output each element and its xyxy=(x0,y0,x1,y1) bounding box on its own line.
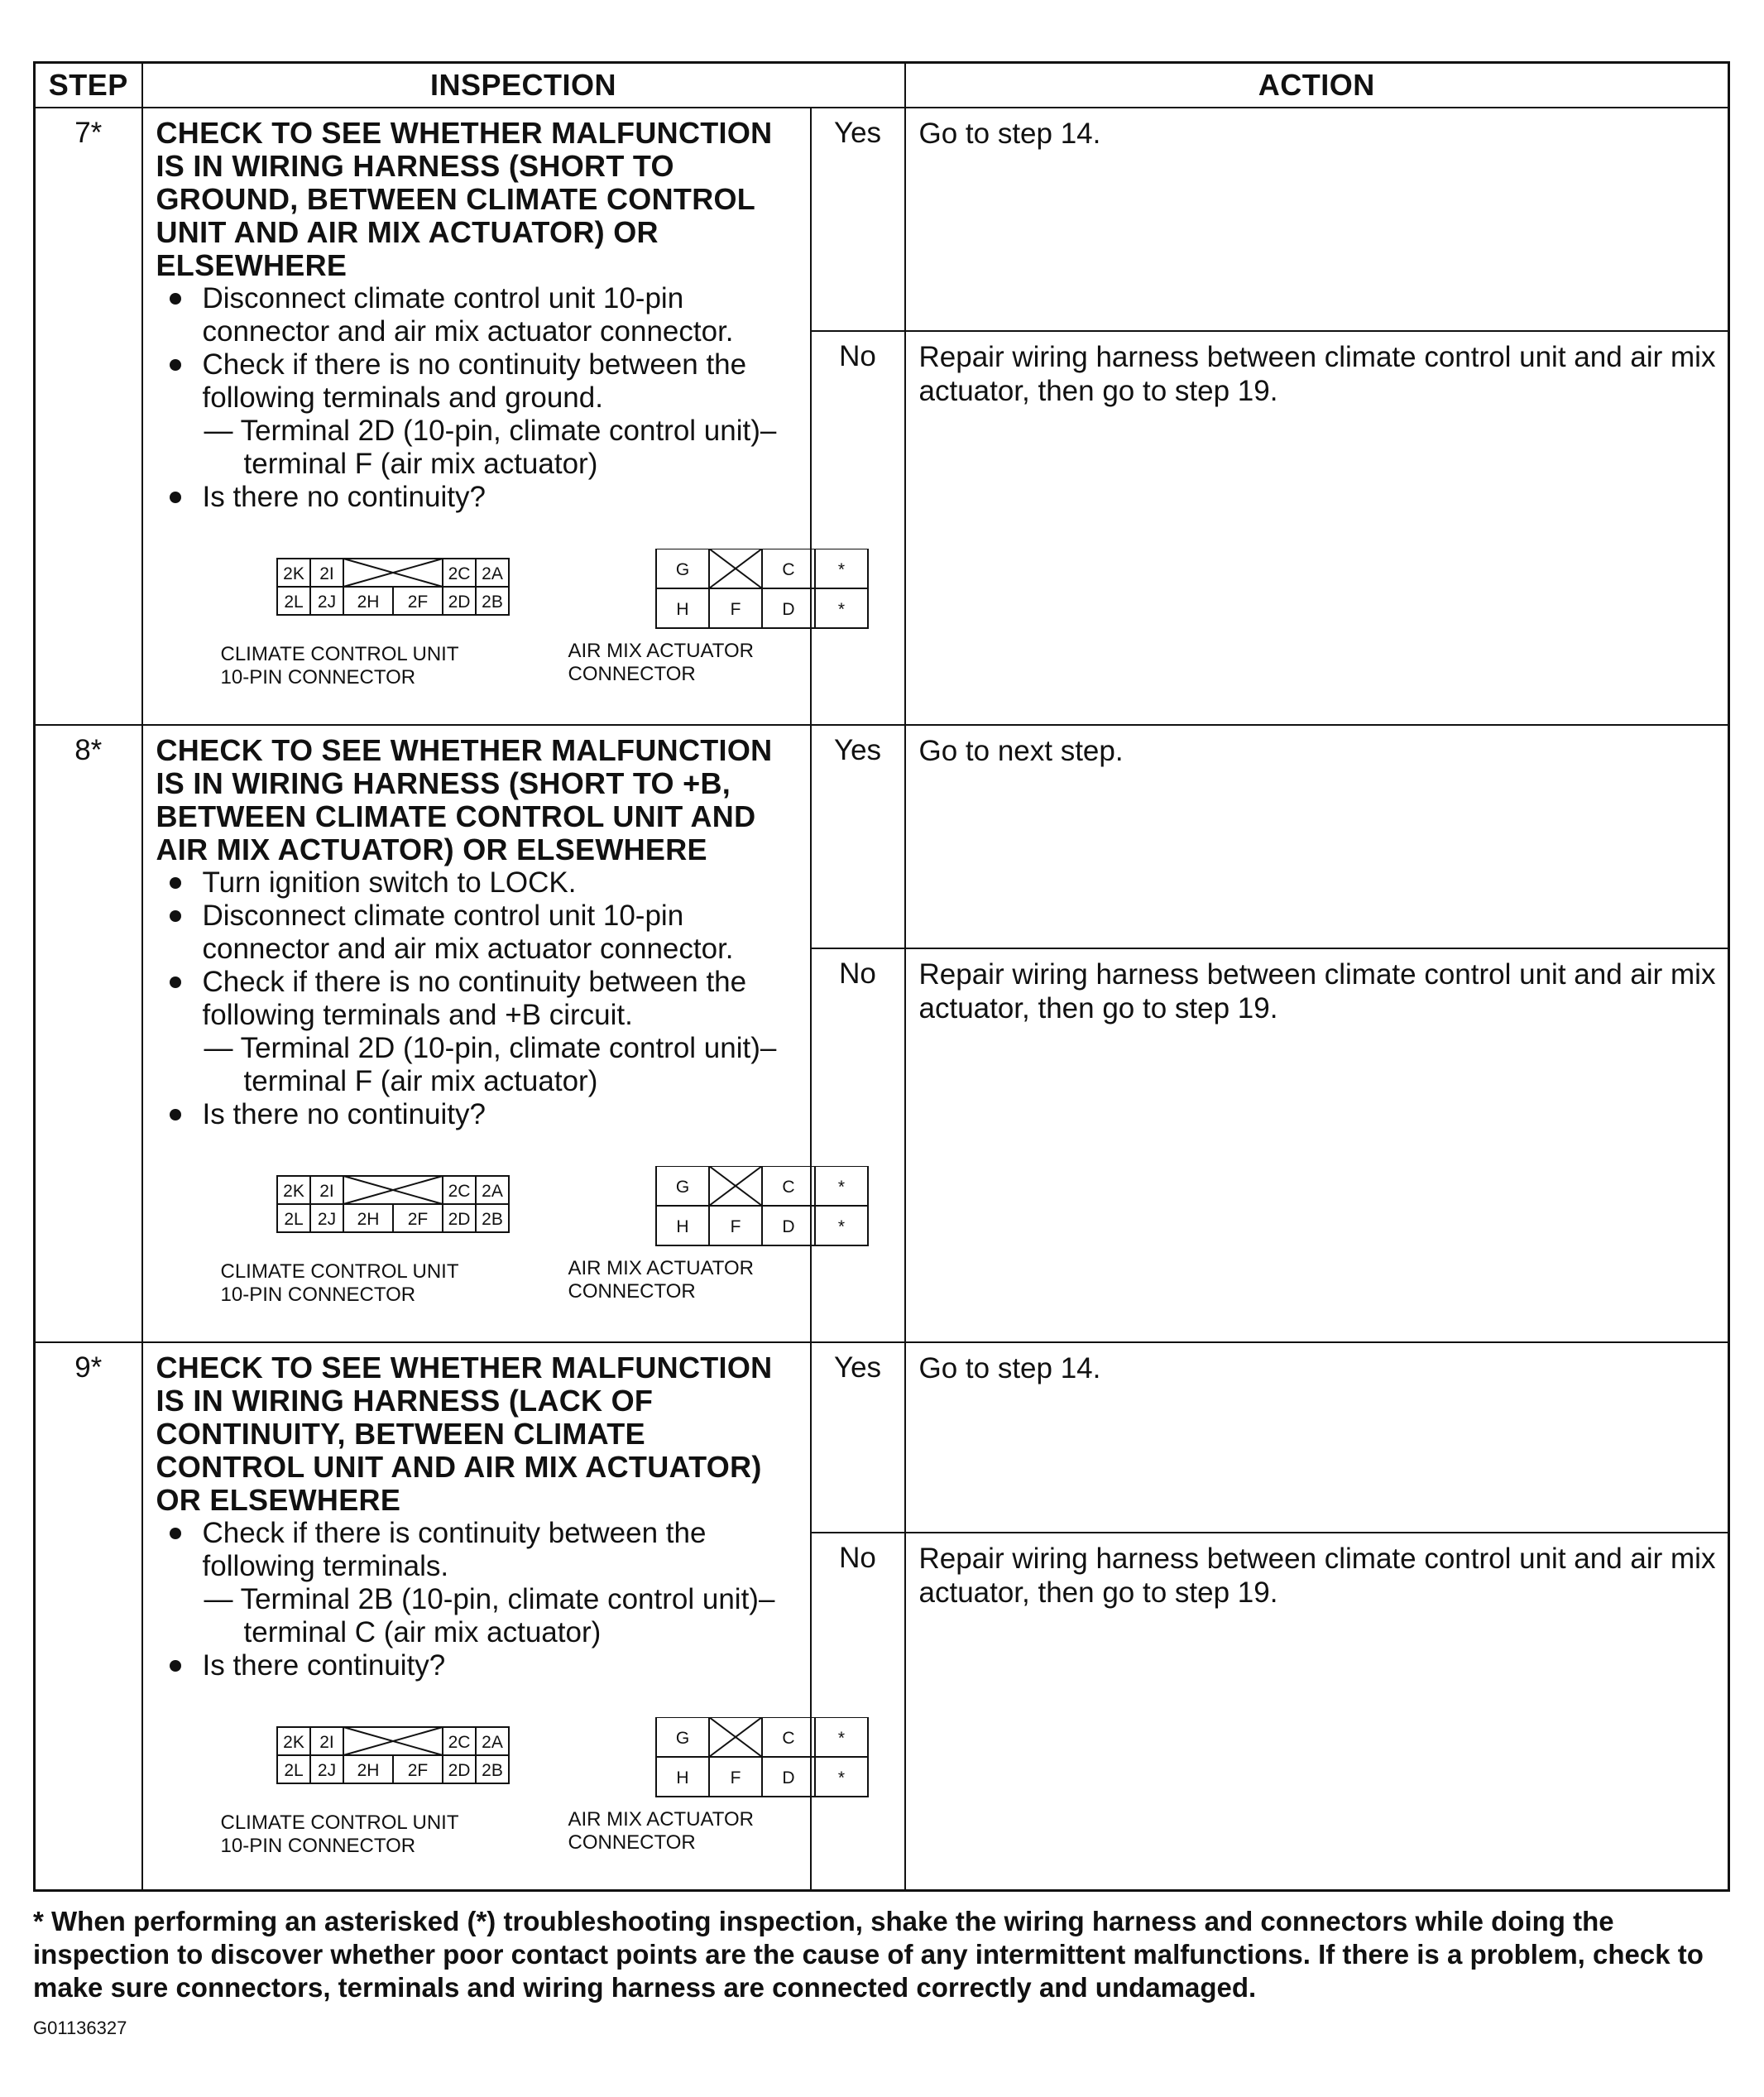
pin-label: 2L xyxy=(283,593,304,612)
pin-label: 2A xyxy=(481,1182,503,1201)
pin-label: 2A xyxy=(481,564,503,583)
pin-label: * xyxy=(837,1178,845,1197)
terminal-note: — Terminal 2D (10-pin, climate control unit)–terminal F (air mix actuator) xyxy=(204,1032,777,1097)
connector-icon xyxy=(193,549,896,640)
pin-label: * xyxy=(837,1217,845,1236)
no-label: No xyxy=(811,948,905,1342)
pin-label: 2H xyxy=(357,1210,379,1229)
pin-label: F xyxy=(730,600,741,619)
yes-label: Yes xyxy=(811,1342,905,1533)
pin-label: D xyxy=(781,1768,795,1787)
header-inspection: INSPECTION xyxy=(142,63,905,108)
pin-label: 2B xyxy=(481,593,503,612)
inspection-title: CHECK TO SEE WHETHER MALFUNCTION IS IN WIRING HARNESS (SHORT TO +B, BETWEEN CLIMATE CONTROL UNIT AND AIR MIX ACTUATOR) OR ELSEWHERE xyxy=(156,733,773,866)
bullet-item: Check if there is continuity between the following terminals. — Terminal 2B (10-pin, climate control unit)–terminal C (air mix actuator) xyxy=(156,1517,800,1649)
inspection-bullets xyxy=(156,282,800,514)
pin-label: C xyxy=(781,1178,795,1197)
yes-action: Go to step 14. xyxy=(905,108,1729,331)
pin-label: 2J xyxy=(317,593,336,612)
bullet-item: Disconnect climate control unit 10-pin connector and air mix actuator connector. xyxy=(156,900,800,966)
ccu-connector-caption: CLIMATE CONTROL UNIT 10-PIN CONNECTOR xyxy=(220,1811,459,1857)
bullet-item: Is there no continuity? xyxy=(156,1098,800,1131)
footnote xyxy=(33,1905,1738,2004)
pin-label: * xyxy=(837,600,845,619)
connector-diagram xyxy=(156,534,845,691)
inspection-title: CHECK TO SEE WHETHER MALFUNCTION IS IN WIRING HARNESS (SHORT TO GROUND, BETWEEN CLIMATE CONTROL UNIT AND AIR MIX ACTUATOR) OR ELSEWHERE xyxy=(156,116,773,282)
troubleshooting-sheet xyxy=(33,61,1728,1892)
bullet-item: Disconnect climate control unit 10-pin connector and air mix actuator connector. xyxy=(156,282,800,348)
step-row-yes xyxy=(35,1342,1729,1533)
pin-label: 2L xyxy=(283,1210,304,1229)
yes-action: Go to step 14. xyxy=(905,1342,1729,1533)
bullet-item: Is there no continuity? xyxy=(156,481,800,514)
pin-label: H xyxy=(675,1217,689,1236)
bullet-item: Turn ignition switch to LOCK. xyxy=(156,866,800,900)
pin-label: F xyxy=(730,1217,741,1236)
step-number: 7* xyxy=(35,108,142,725)
inspection-bullets xyxy=(156,866,800,1131)
pin-label: 2B xyxy=(481,1761,503,1780)
inspection-cell xyxy=(142,725,845,1342)
no-action: Repair wiring harness between climate control unit and air mix actuator, then go to step 19. xyxy=(905,331,1729,725)
pin-label: H xyxy=(675,600,689,619)
step-number: 9* xyxy=(35,1342,142,1890)
pin-label: 2H xyxy=(357,593,379,612)
pin-label: H xyxy=(675,1768,689,1787)
pin-label: D xyxy=(781,1217,795,1236)
pin-label: 2I xyxy=(319,1182,334,1201)
inspection-title: CHECK TO SEE WHETHER MALFUNCTION IS IN WIRING HARNESS (LACK OF CONTINUITY, BETWEEN CLIMATE CONTROL UNIT AND AIR MIX ACTUATOR) OR ELSEWHERE xyxy=(156,1351,773,1517)
pin-label: 2K xyxy=(282,1733,304,1752)
pin-label: 2J xyxy=(317,1210,336,1229)
ccu-connector-caption: CLIMATE CONTROL UNIT 10-PIN CONNECTOR xyxy=(220,643,459,689)
pin-label: 2J xyxy=(317,1761,336,1780)
bullet-item: Check if there is no continuity between the following terminals and ground. — Terminal 2D (10-pin, climate control unit)–terminal F (air mix actuator) xyxy=(156,348,800,481)
pin-label: * xyxy=(837,560,845,579)
step-row-yes xyxy=(35,108,1729,331)
yes-action: Go to next step. xyxy=(905,725,1729,948)
pin-label: 2C xyxy=(448,564,470,583)
pin-label: 2A xyxy=(481,1733,503,1752)
header-action: ACTION xyxy=(905,63,1729,108)
pin-label: D xyxy=(781,600,795,619)
footnote-text: When performing an asterisked (*) troubleshooting inspection, shake the wiring harness and connectors while doing the inspection to discover whether poor contact points are the cause of any intermittent malfunctions. If there is a problem, check to make sure connectors, terminals and wiring harness are connected correctly and undamaged. xyxy=(33,1906,1704,2003)
pin-label: 2D xyxy=(448,1210,470,1229)
pin-label: * xyxy=(837,1768,845,1787)
pin-label: 2D xyxy=(448,593,470,612)
pin-label: 2K xyxy=(282,1182,304,1201)
pin-label: 2I xyxy=(319,564,334,583)
air-mix-connector-caption: AIR MIX ACTUATOR CONNECTOR xyxy=(568,1808,754,1854)
yes-label: Yes xyxy=(811,108,905,331)
no-label: No xyxy=(811,331,905,725)
pin-label: G xyxy=(675,1729,689,1748)
connector-diagram xyxy=(156,1151,845,1308)
pin-label: 2I xyxy=(319,1733,334,1752)
pin-label: 2D xyxy=(448,1761,470,1780)
pin-label: 2F xyxy=(407,593,428,612)
inspection-bullets xyxy=(156,1517,800,1682)
connector-icon xyxy=(193,1166,896,1257)
step-number: 8* xyxy=(35,725,142,1342)
header-row xyxy=(35,63,1729,108)
inspection-cell xyxy=(142,1342,845,1890)
step-row-yes xyxy=(35,725,1729,948)
pin-label: F xyxy=(730,1768,741,1787)
yes-label: Yes xyxy=(811,725,905,948)
no-action: Repair wiring harness between climate control unit and air mix actuator, then go to step 19. xyxy=(905,1533,1729,1890)
pin-label: 2F xyxy=(407,1761,428,1780)
no-action: Repair wiring harness between climate control unit and air mix actuator, then go to step 19. xyxy=(905,948,1729,1342)
pin-label: 2L xyxy=(283,1761,304,1780)
troubleshooting-table xyxy=(33,61,1730,1892)
pin-label: 2C xyxy=(448,1182,470,1201)
inspection-cell xyxy=(142,108,845,725)
bullet-item: Check if there is no continuity between the following terminals and +B circuit. — Terminal 2D (10-pin, climate control unit)–terminal F (air mix actuator) xyxy=(156,966,800,1098)
pin-label: 2F xyxy=(407,1210,428,1229)
pin-label: 2B xyxy=(481,1210,503,1229)
header-step: STEP xyxy=(35,63,142,108)
footnote-asterisk: * xyxy=(33,1906,44,1936)
air-mix-connector-caption: AIR MIX ACTUATOR CONNECTOR xyxy=(568,640,754,685)
no-label: No xyxy=(811,1533,905,1890)
pin-label: * xyxy=(837,1729,845,1748)
pin-label: 2C xyxy=(448,1733,470,1752)
pin-label: C xyxy=(781,1729,795,1748)
ccu-connector-caption: CLIMATE CONTROL UNIT 10-PIN CONNECTOR xyxy=(220,1260,459,1306)
pin-label: G xyxy=(675,1178,689,1197)
pin-label: G xyxy=(675,560,689,579)
terminal-note: — Terminal 2D (10-pin, climate control unit)–terminal F (air mix actuator) xyxy=(204,415,777,480)
figure-id: G01136327 xyxy=(33,2018,127,2038)
bullet-item: Is there continuity? xyxy=(156,1649,800,1682)
air-mix-connector-caption: AIR MIX ACTUATOR CONNECTOR xyxy=(568,1257,754,1303)
terminal-note: — Terminal 2B (10-pin, climate control unit)–terminal C (air mix actuator) xyxy=(204,1583,775,1648)
pin-label: 2H xyxy=(357,1761,379,1780)
pin-label: C xyxy=(781,560,795,579)
connector-diagram xyxy=(156,1702,845,1859)
connector-icon xyxy=(193,1717,896,1808)
pin-label: 2K xyxy=(282,564,304,583)
